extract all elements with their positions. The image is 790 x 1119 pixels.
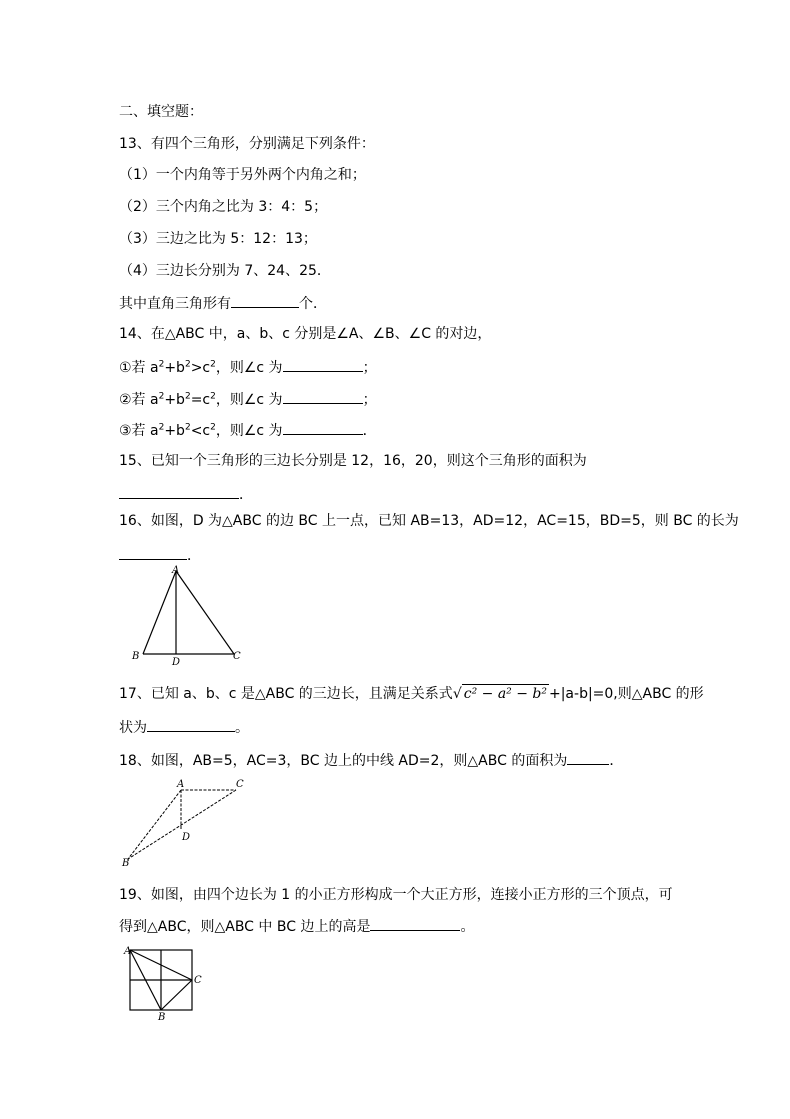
q17-post: +|a-b|=0,则△ABC 的形 <box>548 686 704 702</box>
answer-blank[interactable] <box>567 750 609 765</box>
q18-end: ． <box>609 753 624 769</box>
q14-r2-end: ； <box>362 392 377 408</box>
q16-text: 16、如图，D 为△ABC 的边 BC 上一点，已知 AB=13，AD=12，AC=15，BD=5，则 BC 的长为 <box>119 513 739 529</box>
q15-answer-line <box>119 484 253 504</box>
q15-text: 15、已知一个三角形的三边长分别是 12，16，20，则这个三角形的面积为 <box>119 453 587 469</box>
answer-blank[interactable] <box>231 293 299 308</box>
q16-end: ． <box>187 548 201 564</box>
q14-r1-a: ①若 a <box>119 360 159 376</box>
q14-r2-c: =c <box>190 392 211 408</box>
answer-blank[interactable] <box>370 916 460 931</box>
sup: 2 <box>158 359 165 370</box>
q17-line-2 <box>119 717 249 737</box>
section-title: 二、填空题： <box>119 104 203 120</box>
sup: 2 <box>158 422 165 433</box>
q14-r2-b: +b <box>164 392 185 408</box>
vertex-label-c: C <box>236 779 244 790</box>
sup: 2 <box>184 359 191 370</box>
q17-line-1 <box>119 684 704 703</box>
q15-end: ． <box>239 487 253 503</box>
q14-r2-a: ②若 a <box>119 392 159 408</box>
q13-cond-2: （2）三个内角之比为 3：4：5； <box>119 199 328 215</box>
q19-end: 。 <box>460 919 475 935</box>
q14-r3-d: ，则∠c 为 <box>215 423 283 439</box>
vertex-label-d: D <box>172 657 181 668</box>
sqrt-radical: √ c² − a² − b² <box>452 686 547 702</box>
q14-row-2 <box>119 389 377 409</box>
vertex-label-b: B <box>158 1012 166 1022</box>
q14-r1-b: +b <box>164 360 185 376</box>
q18-stem: 18、如图，AB=5，AC=3，BC 边上的中线 AD=2，则△ABC 的面积为 <box>119 753 568 769</box>
q18-figure <box>118 776 258 871</box>
q19-line-2 <box>119 916 474 936</box>
q19-line2-text: 得到△ABC，则△ABC 中 BC 边上的高是 <box>119 919 371 935</box>
q17-line2-text: 状为 <box>119 720 147 736</box>
vertex-label-b: B <box>122 858 130 869</box>
sup: 2 <box>210 422 216 433</box>
answer-blank[interactable] <box>119 484 239 499</box>
answer-blank[interactable] <box>119 545 187 560</box>
q14-row-1 <box>119 357 377 377</box>
q13-stem: 13、有四个三角形，分别满足下列条件： <box>119 136 375 152</box>
vertex-label-b: B <box>132 651 140 662</box>
radicand: c² − a² − b² <box>463 686 547 702</box>
q13-cond-1: （1）一个内角等于另外两个内角之和； <box>119 167 366 183</box>
vertex-label-c: C <box>233 651 241 662</box>
vertex-label-c: C <box>194 975 202 986</box>
q13-cond-3: （3）三边之比为 5：12：13； <box>119 231 317 247</box>
q14-r1-c: >c <box>190 360 211 376</box>
q17-end: 。 <box>235 720 249 736</box>
q19-line-1: 19、如图，由四个边长为 1 的小正方形构成一个大正方形，连接小正方形的三个顶点，可 <box>119 887 673 903</box>
sup: 2 <box>210 391 216 402</box>
q13-tail-b: 个． <box>299 296 327 312</box>
q14-r1-d: ，则∠c 为 <box>215 360 283 376</box>
edge-ac <box>176 571 234 654</box>
q14-r3-b: +b <box>164 423 185 439</box>
answer-blank[interactable] <box>283 389 363 404</box>
segment-bc <box>128 790 236 859</box>
q17-pre: 17、已知 a、b、c 是△ABC 的三边长，且满足关系式 <box>119 686 453 702</box>
sup: 2 <box>184 422 191 433</box>
sup: 2 <box>210 359 216 370</box>
q14-r3-c: <c <box>190 423 211 439</box>
vertex-label-a: A <box>172 565 180 576</box>
q19-figure <box>122 944 212 1022</box>
q14-row-3 <box>119 420 377 440</box>
q13-cond-4: （4）三边长分别为 7、24、25． <box>119 263 331 279</box>
q13-tail <box>119 293 327 313</box>
q14-stem: 14、在△ABC 中，a、b、c 分别是∠A、∠B、∠C 的对边， <box>119 326 492 342</box>
answer-blank[interactable] <box>147 717 235 732</box>
q14-r2-d: ，则∠c 为 <box>215 392 283 408</box>
q18-text <box>119 750 623 770</box>
q14-r1-end: ； <box>362 360 377 376</box>
edge-ab <box>143 571 176 654</box>
sup: 2 <box>158 391 165 402</box>
vertex-label-a: A <box>124 946 132 957</box>
q14-r3-a: ③若 a <box>119 423 159 439</box>
answer-blank[interactable] <box>283 420 363 435</box>
q16-figure <box>128 562 248 670</box>
vertex-label-a: A <box>177 779 185 790</box>
sup: 2 <box>184 391 191 402</box>
vertex-label-d: D <box>182 832 191 843</box>
q14-r3-end: ． <box>362 423 377 439</box>
q13-tail-a: 其中直角三角形有 <box>119 296 231 312</box>
segment-ab <box>128 790 181 859</box>
segment-bc <box>161 980 192 1010</box>
answer-blank[interactable] <box>283 357 363 372</box>
